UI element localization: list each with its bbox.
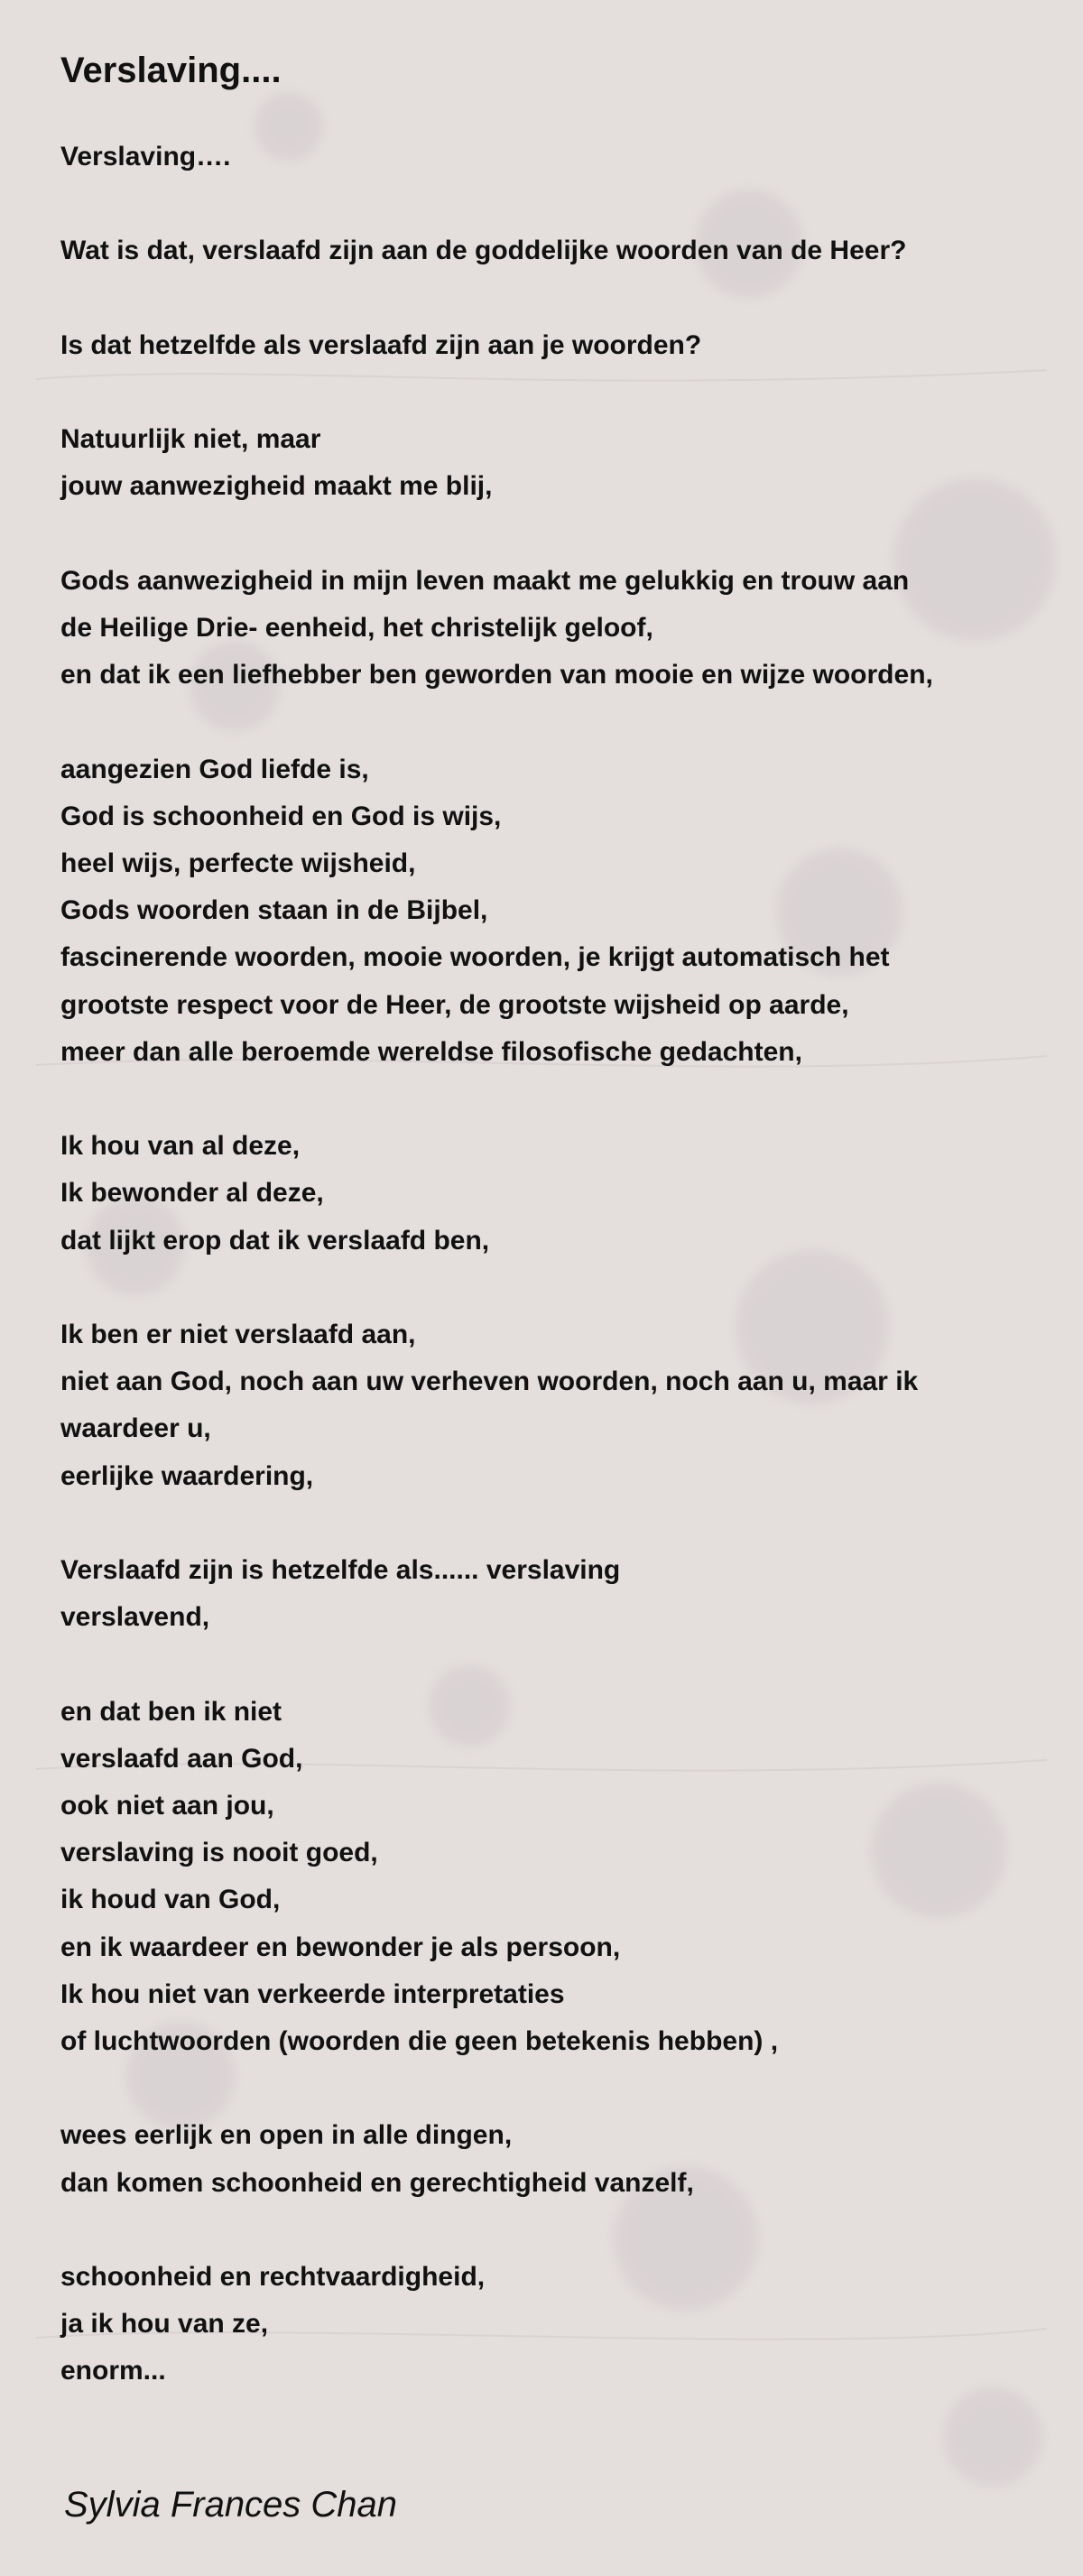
poem-line: ook niet aan jou,	[60, 1790, 274, 1821]
poem-line: Gods woorden staan in de Bijbel,	[60, 895, 488, 926]
poem-stanza	[60, 416, 1035, 510]
poem-stanza	[60, 322, 1035, 369]
poem-line: Ik hou niet van verkeerde interpretaties	[60, 1978, 565, 2009]
poem-line: schoonheid en rechtvaardigheid,	[60, 2261, 486, 2292]
poem-line: jouw aanwezigheid maakt me blij,	[60, 471, 493, 502]
poem-line: niet aan God, noch aan uw verheven woorden, noch aan u, maar ik	[60, 1367, 919, 1397]
poem-stanza	[60, 1689, 1035, 2066]
poem-line: enorm...	[60, 2356, 166, 2386]
poem-line: Verslaafd zijn is hetzelfde als...... verslaving	[60, 1554, 621, 1585]
poem-line: Gods aanwezigheid in mijn leven maakt me gelukkig en trouw aan	[60, 565, 910, 596]
poem-line: Ik hou van al deze,	[60, 1131, 301, 1162]
poem-stanza	[60, 2112, 1035, 2206]
poem-line: of luchtwoorden (woorden die geen betekenis hebben) ,	[60, 2025, 779, 2056]
poem-line: de Heilige Drie- eenheid, het christelijk geloof,	[60, 612, 653, 643]
poem-line: Ik ben er niet verslaafd aan,	[60, 1319, 416, 1349]
poem-line: dan komen schoonheid en gerechtigheid vanzelf,	[60, 2167, 694, 2198]
poem-line: dat lijkt erop dat ik verslaafd ben,	[60, 1225, 490, 1256]
poem-line: Wat is dat, verslaafd zijn aan de goddelijke woorden van de Heer?	[60, 236, 907, 266]
poem-line: en ik waardeer en bewonder je als persoon,	[60, 1932, 621, 1962]
poem-line: verslavend,	[60, 1602, 210, 1633]
poem-stanza	[60, 558, 1035, 700]
poem-line: meer dan alle beroemde wereldse filosofische gedachten,	[60, 1036, 802, 1067]
poem-line: heel wijs, perfecte wijsheid,	[60, 848, 416, 878]
poem-line: wees eerlijk en open in alle dingen,	[60, 2120, 513, 2151]
poem-line: Ik bewonder al deze,	[60, 1178, 324, 1209]
poem-line: God is schoonheid en God is wijs,	[60, 801, 502, 831]
poem-line: Natuurlijk niet, maar	[60, 424, 321, 455]
poem-body	[60, 134, 1035, 2395]
poem-line: en dat ben ik niet	[60, 1696, 282, 1727]
poem-line: verslaving is nooit goed,	[60, 1838, 378, 1868]
poem-line: aangezien God liefde is,	[60, 754, 369, 784]
poem-stanza	[60, 746, 1035, 1076]
poem-stanza	[60, 134, 1035, 181]
poem-line: fascinerende woorden, mooie woorden, je krijgt automatisch het	[60, 942, 890, 973]
poem-container	[60, 43, 1035, 2442]
poem-line: verslaafd aan God,	[60, 1743, 303, 1774]
poem-line: eerlijke waardering,	[60, 1460, 314, 1491]
poem-line: Is dat hetzelfde als verslaafd zijn aan je woorden?	[60, 329, 702, 360]
poem-title: Verslaving....	[60, 51, 282, 90]
poem-line: en dat ik een liefhebber ben geworden van mooie en wijze woorden,	[60, 660, 933, 690]
poem-stanza	[60, 2254, 1035, 2395]
poem-stanza	[60, 1123, 1035, 1265]
poem-line: ik houd van God,	[60, 1885, 281, 1915]
poem-line: grootste respect voor de Heer, de grootste wijsheid op aarde,	[60, 989, 849, 1020]
poem-line: ja ik hou van ze,	[60, 2309, 269, 2340]
poem-author: Sylvia Frances Chan	[64, 2485, 398, 2525]
poem-stanza	[60, 227, 1035, 274]
poem-line: waardeer u,	[60, 1413, 211, 1444]
poem-stanza	[60, 1311, 1035, 1500]
poem-line: Verslaving….	[60, 142, 231, 171]
poem-stanza	[60, 1547, 1035, 1641]
